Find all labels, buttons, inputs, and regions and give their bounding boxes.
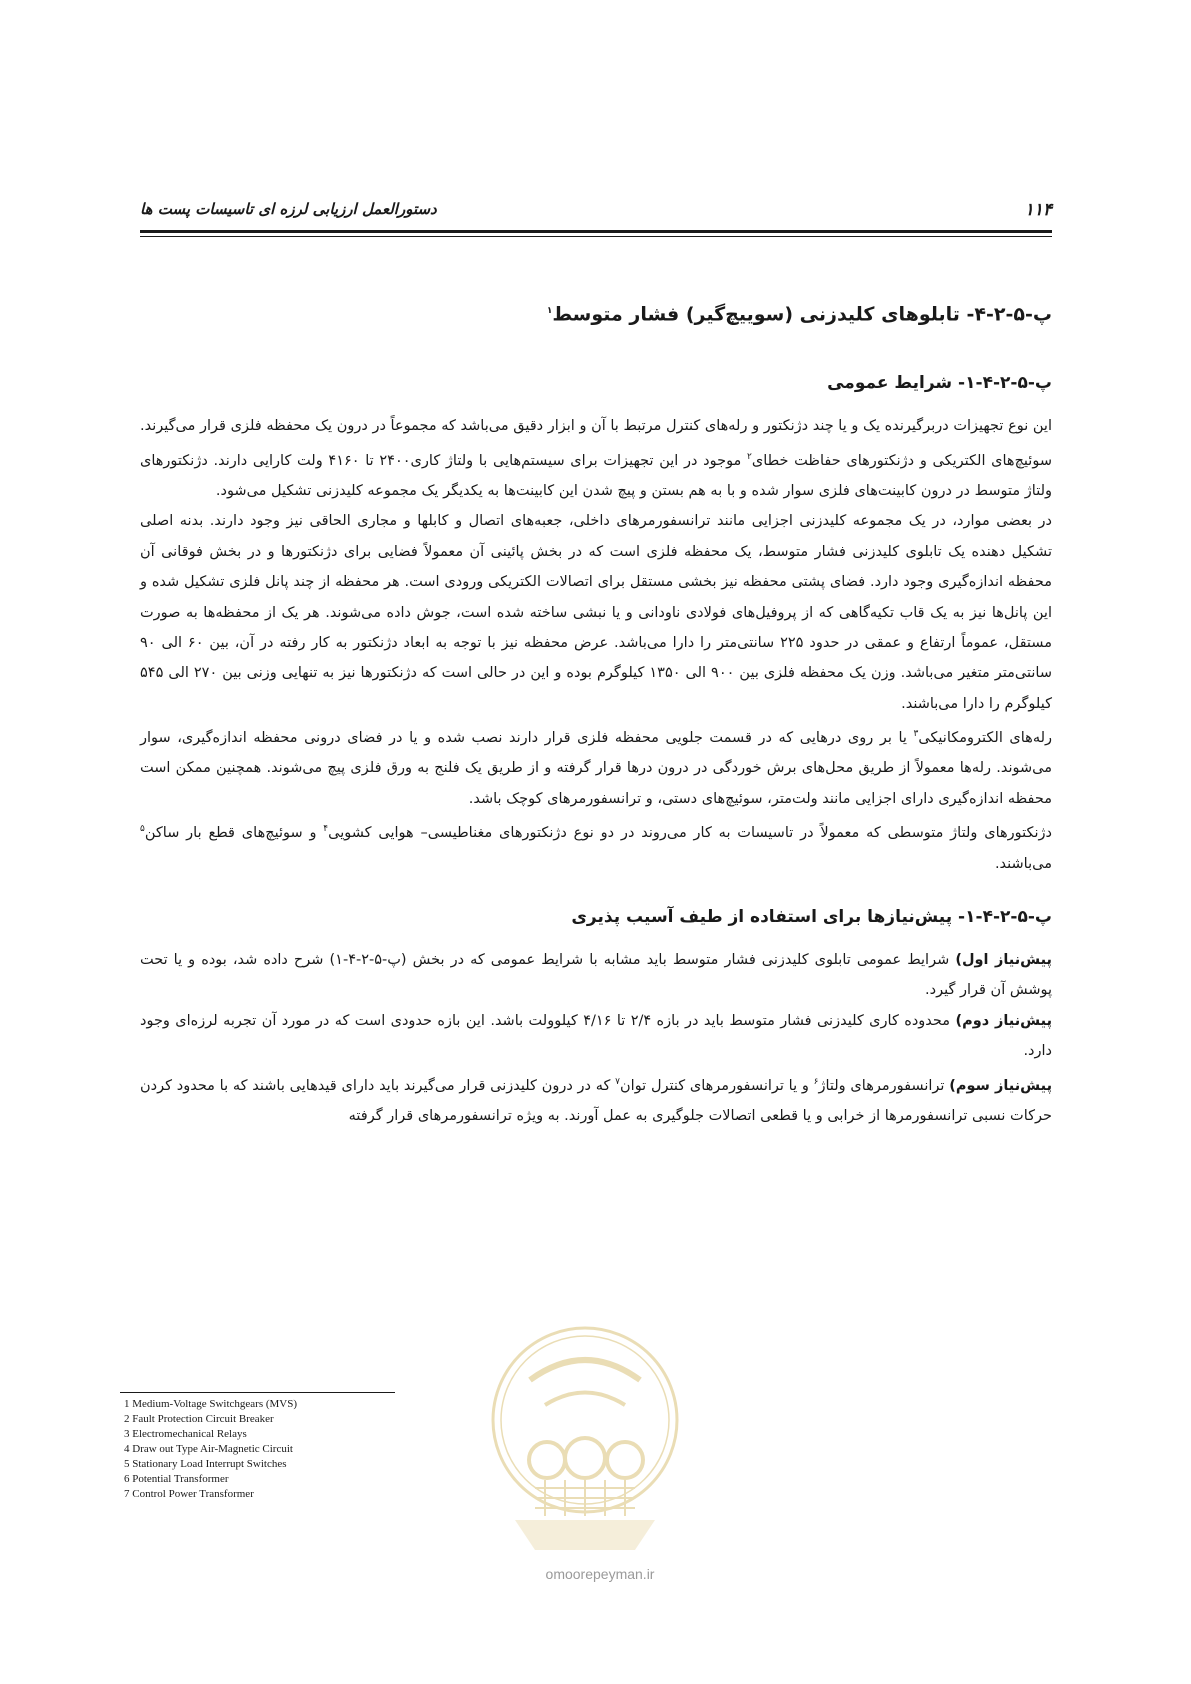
paragraph: رله‌های الکترومکانیکی$^۳$ یا بر روی درهایی که در قسمت جلویی محفظه فلزی قرار دارند نصب شده و یا در فضای درونی محفظه اندازه‌گیری، سوار می‌شوند. رله‌ها معمولاً از طریق محل‌های برش خوردگی در درون درها قرار گرفته و از طریق یک فلنج به ورق فلزی پیچ می‌شوند. همچنین ممکن است محفظه اندازه‌گیری دارای اجزایی مانند ولت‌متر، سوئیچ‌های دستی، و ترانسفورمرهای کوچک باشد.	[140, 729, 1053, 807]
paragraph: دژنکتورهای ولتاژ متوسطی که معمولاً در تاسیسات به کار می‌روند در دو نوع دژنکتورهای مغناطیسی– هوایی کشویی$^۴$ و سوئیچ‌های قطع بار ساکن$^۵$ می‌باشند.	[140, 824, 1053, 872]
prerequisite-item: پیش‌نیاز دوم) محدوده کاری کلیدزنی فشار متوسط باید در بازه ۲/۴ تا ۴/۱۶ کیلوولت باشد. این بازه حدودی است که در مورد آن تجربه لرزه‌ای وجود دارد.	[140, 1012, 1053, 1060]
footnote-ref: ۵	[140, 824, 145, 835]
footnotes	[124, 1397, 444, 1502]
prerequisites-text	[140, 945, 1052, 1131]
footnote-ref: ۴	[323, 824, 329, 835]
page-number: ۱۱۴	[1024, 200, 1052, 220]
prerequisite-item: پیش‌نیاز سوم) ترانسفورمرهای ولتاژ$^۶$ و یا ترانسفورمرهای کنترل توان$^۷$ که در درون کلیدزنی قرار می‌گیرند باید دارای قیدهایی باشند که با محدود کردن حرکات نسبی ترانسفورمرها از خرابی و یا قطعی اتصالات جلوگیری به عمل آورند. به ویژه ترانسفورمرهای قرار گرفته	[140, 1076, 1053, 1124]
running-title: دستورالعمل ارزیابی لرزه ای تاسیسات پست ها	[140, 200, 437, 218]
prerequisite-item: پیش‌نیاز اول) شرایط عمومی تابلوی کلیدزنی فشار متوسط باید مشابه با شرایط عمومی که در بخش (پ-۵-۲-۴-۱) شرح داده شد، بوده و یا تحت پوشش آن قرار گیرد.	[140, 951, 1053, 999]
footnote: 5 Stationary Load Interrupt Switches	[124, 1458, 287, 1470]
footnote-ref: ۱	[546, 306, 553, 316]
footnote-ref: ۶	[813, 1076, 819, 1087]
footnote-ref: ۷	[615, 1076, 621, 1087]
footnote: 4 Draw out Type Air-Magnetic Circuit	[124, 1443, 293, 1455]
footnote: 3 Electromechanical Relays	[124, 1428, 247, 1440]
section-heading: پ-۵-۲-۴- تابلوهای کلیدزنی (سوییچ‌گیر) فشار متوسط$^۱$	[546, 303, 1052, 326]
footnote: 6 Potential Transformer	[124, 1473, 229, 1485]
footnote: 2 Fault Protection Circuit Breaker	[124, 1413, 274, 1425]
footnote-ref: ۲	[747, 451, 752, 462]
footnote-ref: ۳	[913, 729, 919, 740]
paragraph: در بعضی موارد، در یک مجموعه کلیدزنی اجزایی مانند ترانسفورمرهای داخلی، جعبه‌های اتصال و کابلها و مجاری الحاقی نیز وجود دارند. بدنه اصلی تشکیل دهنده یک تابلوی کلیدزنی فشار متوسط، یک محفظه فلزی است که در بخش پائینی آن معمولاً فضایی برای دژنکتورها و در بخش فوقانی آن محفظه اندازه‌گیری وجود دارد. فضای پشتی محفظه نیز بخشی مستقل برای اتصالات الکتریکی ورودی است. هر محفظه از چند پانل فلزی تشکیل شده و این پانل‌ها نیز به یک قاب تکیه‌گاهی که از پروفیل‌های فولادی ناودانی و یا نبشی ساخته شده است، جوش داده می‌شوند. هر یک از محفظه‌ها به صورت مستقل، عموماً ارتفاع و عمقی در حدود ۲۲۵ سانتی‌متر را دارا می‌باشد. عرض محفظه نیز با توجه به ابعاد دژنکتور به کار رفته در آن، بین ۶۰ الی ۹۰ سانتی‌متر متغیر می‌باشد. وزن یک محفظه فلزی بین ۹۰۰ الی ۱۳۵۰ کیلوگرم بوده و این در حالی است که دژنکتورها نیز به تنهایی وزنی بین ۲۷۰ الی ۵۴۵ کیلوگرم را دارا می‌باشند.	[140, 513, 1052, 712]
watermark-logo	[485, 1320, 685, 1570]
main-content	[140, 296, 1052, 1131]
subsection-heading-prerequisites: پ-۵-۲-۴-۱- پیش‌نیازها برای استفاده از طیف آسیب پذیری	[571, 906, 1052, 927]
paragraph: این نوع تجهیزات دربرگیرنده یک و یا چند دژنکتور و رله‌های کنترل مرتبط با آن و ابزار دقیق می‌باشد که مجموعاً در درون یک محفظه فلزی قرار می‌گیرند. سوئیچ‌های الکتریکی و دژنکتورهای حفاظت خطای$^۲$ موجود در این تجهیزات برای سیستم‌هایی با ولتاژ کاری۲۴۰۰ تا ۴۱۶۰ ولت کارایی دارند. دژنکتورهای ولتاژ متوسط در درون کابینت‌های فلزی سوار شده و با به هم بستن و پیچ شدن این کابینت‌ها به یکدیگر یک مجموعه کلیدزنی تشکیل می‌شود.	[140, 418, 1052, 499]
general-conditions-text	[140, 411, 1052, 879]
footnote: 7 Control Power Transformer	[124, 1488, 254, 1500]
footnote-rule	[120, 1392, 395, 1393]
subsection-heading-general: پ-۵-۲-۴-۱- شرایط عمومی	[827, 373, 1052, 394]
footnote: 1 Medium-Voltage Switchgears (MVS)	[124, 1398, 298, 1410]
watermark-site: omoorepeyman.ir	[545, 1566, 655, 1582]
header-rule-thick	[140, 230, 1052, 233]
running-header	[140, 200, 1052, 226]
header-rule-thin	[140, 236, 1052, 237]
